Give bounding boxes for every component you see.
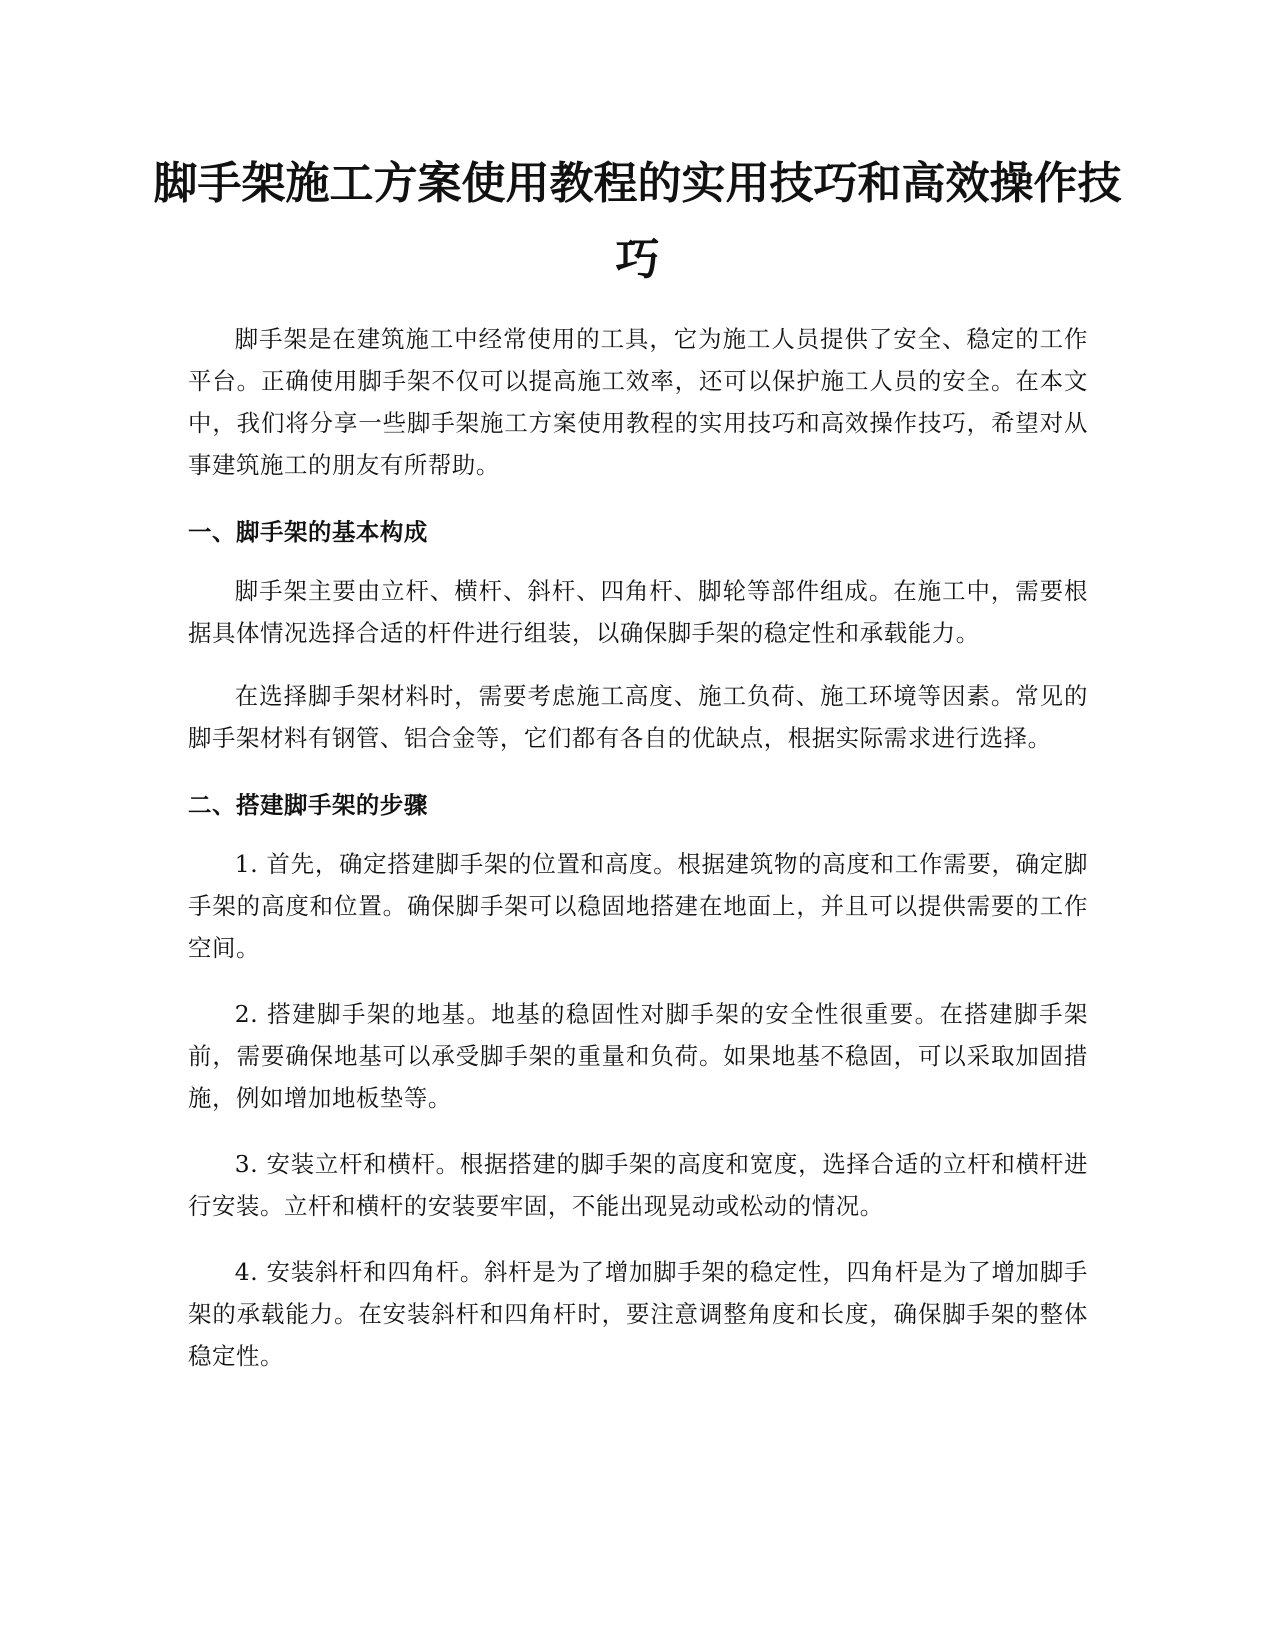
step-paragraph: 2. 搭建脚手架的地基。地基的稳固性对脚手架的安全性很重要。在搭建脚手架前，需要确保地基可以承受脚手架的重量和负荷。如果地基不稳固，可以采取加固措施，例如增加地板垫等。 [188,1000,1088,1112]
section-heading-basic-structure: 一、脚手架的基本构成 [188,518,428,546]
step-paragraph: 3. 安装立杆和横杆。根据搭建的脚手架的高度和宽度，选择合适的立杆和横杆进行安装。立杆和横杆的安装要牢固，不能出现晃动或松动的情况。 [188,1150,1088,1220]
section-paragraph: 在选择脚手架材料时，需要考虑施工高度、施工负荷、施工环境等因素。常见的脚手架材料有钢管、铝合金等，它们都有各自的优缺点，根据实际需求进行选择。 [188,682,1088,752]
section-heading-build-steps: 二、搭建脚手架的步骤 [188,791,428,819]
intro-paragraph: 脚手架是在建筑施工中经常使用的工具，它为施工人员提供了安全、稳定的工作平台。正确使用脚手架不仅可以提高施工效率，还可以保护施工人员的安全。在本文中，我们将分享一些脚手架施工方案使用教程的实用技巧和高效操作技巧，希望对从事建筑施工的朋友有所帮助。 [188,325,1088,479]
document-body [188,318,1088,1401]
section-paragraph: 脚手架主要由立杆、横杆、斜杆、四角杆、脚轮等部件组成。在施工中，需要根据具体情况选择合适的杆件进行组装，以确保脚手架的稳定性和承载能力。 [188,577,1088,647]
step-paragraph: 4. 安装斜杆和四角杆。斜杆是为了增加脚手架的稳定性，四角杆是为了增加脚手架的承载能力。在安装斜杆和四角杆时，要注意调整角度和长度，确保脚手架的整体稳定性。 [188,1258,1088,1370]
step-paragraph: 1. 首先，确定搭建脚手架的位置和高度。根据建筑物的高度和工作需要，确定脚手架的高度和位置。确保脚手架可以稳固地搭建在地面上，并且可以提供需要的工作空间。 [188,850,1088,962]
document-title: 脚手架施工方案使用教程的实用技巧和高效操作技巧 [153,158,1122,285]
